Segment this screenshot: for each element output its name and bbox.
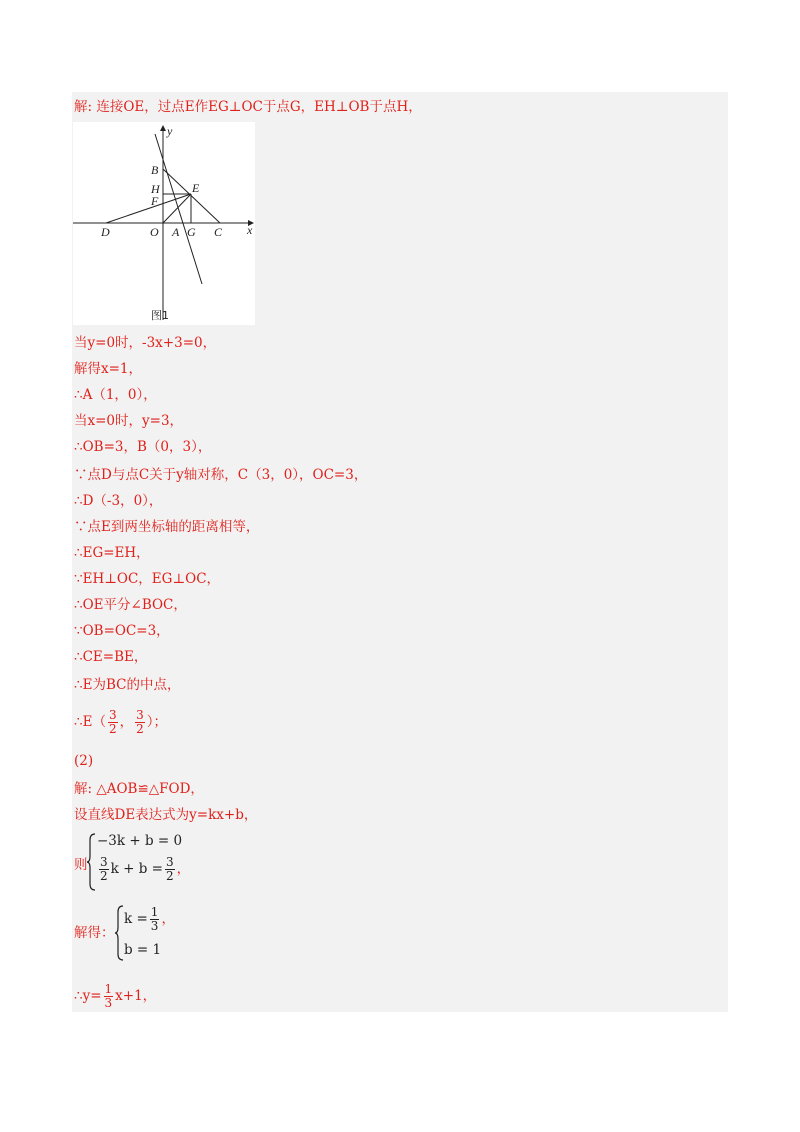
label-a: A xyxy=(172,225,180,239)
label-c: C xyxy=(214,225,223,239)
text-line-5: 当x=0时，y=3， xyxy=(74,413,184,429)
brace-2 xyxy=(114,904,124,962)
system2-eq1: k = $\frac{1}{3}$ ， xyxy=(124,905,175,933)
label-g: G xyxy=(187,225,196,239)
text-line-10: ∴EG=EH， xyxy=(74,545,150,561)
fraction-3-2-a: $\frac{3}{2}$ xyxy=(108,708,117,736)
figure-1 xyxy=(73,122,255,325)
text-line-8: ∴D（-3，0）， xyxy=(74,493,163,509)
coordinate-diagram xyxy=(73,122,255,325)
e-coord-prefix: ∴E（ xyxy=(74,714,106,730)
label-h: H xyxy=(151,182,160,196)
system1-eq2: $\frac{3}{2}$ k + b = $\frac{3}{2}$ ， xyxy=(100,855,191,883)
system2-eq2: b = 1 xyxy=(124,942,162,958)
text-line-3: 解得x=1， xyxy=(74,361,143,377)
text-line-22: ∴y= $\frac{1}{3}$ x+1， xyxy=(74,982,157,1010)
figure-caption: 图1 xyxy=(151,309,169,322)
text-line-11: ∵EH⊥OC，EG⊥OC， xyxy=(74,571,221,587)
text-line-13: ∵OB=OC=3， xyxy=(74,623,170,639)
system1-eq1: −3k + b = 0 xyxy=(97,833,183,849)
fraction-1-3: $\frac{1}{3}$ xyxy=(104,982,113,1010)
text-line-1: 解: 连接OE，过点E作EG⊥OC于点G，EH⊥OB于点H， xyxy=(74,99,422,115)
text-line-14: ∴CE=BE， xyxy=(74,649,148,665)
label-x: x xyxy=(247,223,253,237)
text-line-18: 解: △AOB≌△FOD， xyxy=(74,781,204,797)
text-line-15: ∴E为BC的中点， xyxy=(74,677,181,693)
text-line-4: ∴A（1，0）， xyxy=(74,387,157,403)
text-line-2: 当y=0时，-3x+3=0， xyxy=(74,335,217,351)
text-line-16: ∴E（ $\frac{3}{2}$ ， $\frac{3}{2}$ ）； xyxy=(74,708,167,736)
text-line-9: ∵点E到两坐标轴的距离相等， xyxy=(74,519,260,535)
text-line-7: ∵点D与点C关于y轴对称，C（3，0），OC=3， xyxy=(74,467,368,483)
label-y: y xyxy=(167,124,173,138)
text-line-12: ∴OE平分∠BOC， xyxy=(74,597,187,613)
label-e: E xyxy=(192,181,200,195)
text-line-21: 解得： xyxy=(74,925,115,941)
text-line-6: ∴OB=3，B（0，3）， xyxy=(74,439,212,455)
line-ab xyxy=(155,134,202,284)
text-line-20: 则 xyxy=(74,857,88,873)
label-b: B xyxy=(151,163,159,177)
text-line-19: 设直线DE表达式为y=kx+b， xyxy=(74,807,258,823)
text-line-17: (2) xyxy=(74,753,94,769)
brace-1 xyxy=(86,832,96,892)
label-o: O xyxy=(150,225,159,239)
fraction-3-2-b: $\frac{3}{2}$ xyxy=(136,708,144,736)
label-d: D xyxy=(101,225,110,239)
label-f: F xyxy=(151,194,159,208)
